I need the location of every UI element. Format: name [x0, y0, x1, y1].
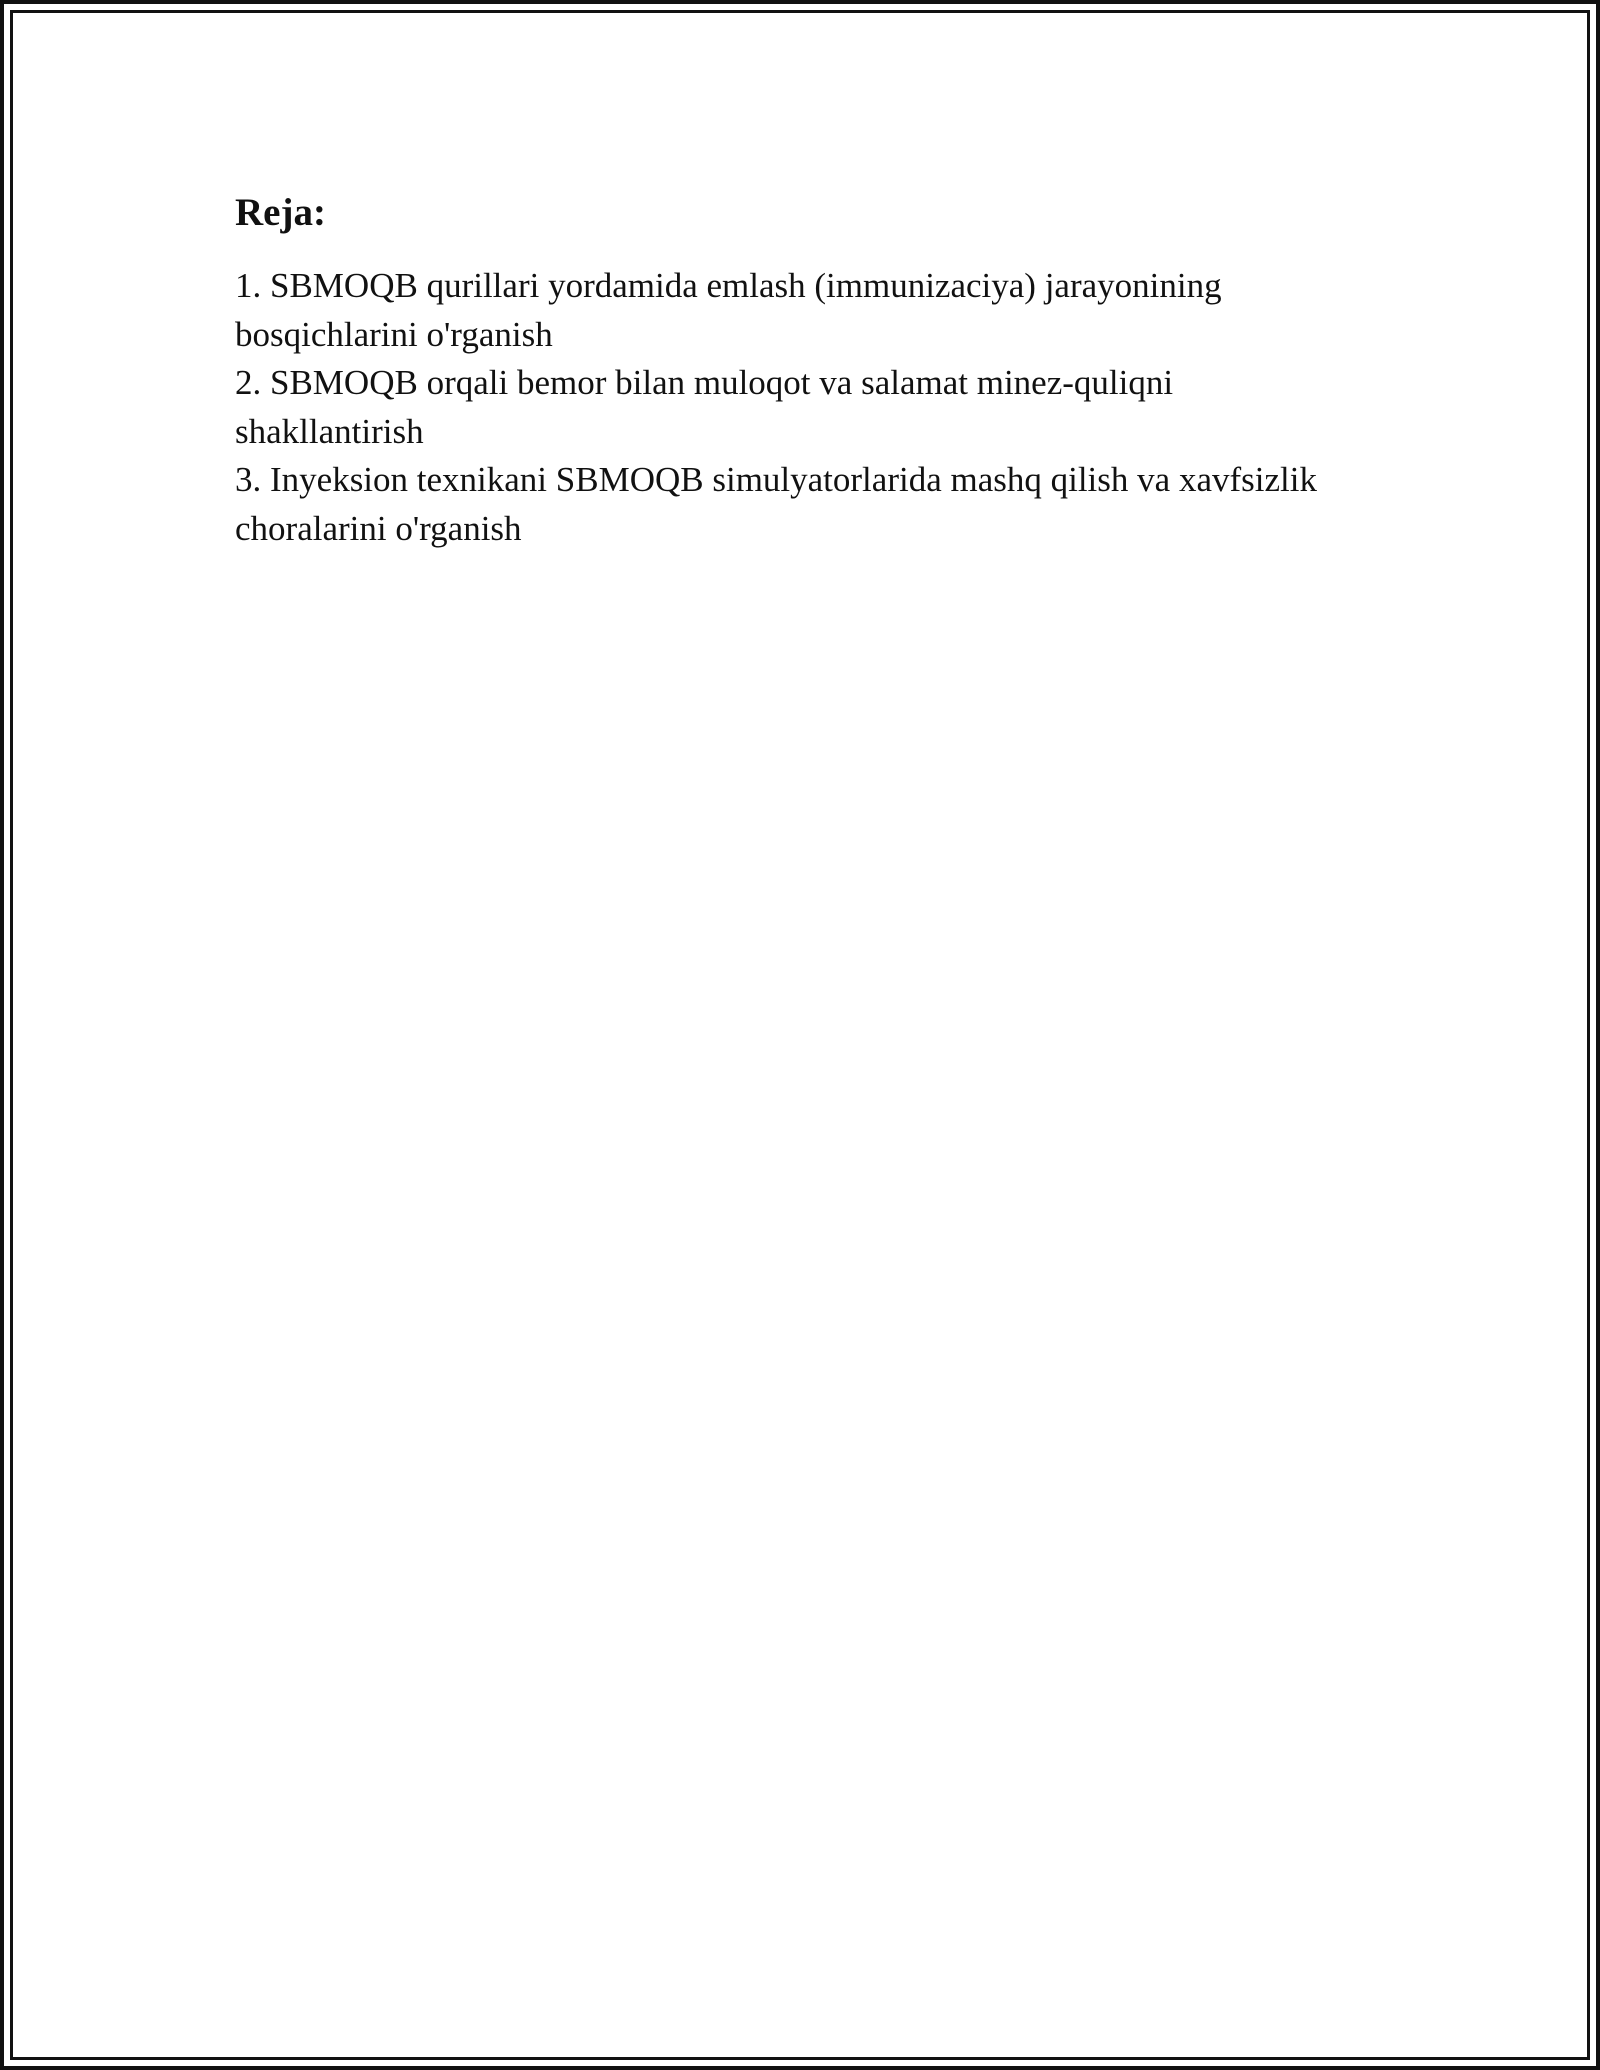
plan-item-3: 3. Inyeksion texnikani SBMOQB simulyatorlarida mashq qilish va xavfsizlik choralarini o'rganish [235, 460, 1317, 548]
plan-list [235, 262, 1365, 553]
plan-item-1: 1. SBMOQB qurillari yordamida emlash (immunizaciya) jarayonining bosqichlarini o'rganish [235, 266, 1222, 354]
plan-title: Reja: [235, 191, 326, 234]
page-content [235, 186, 1365, 553]
plan-item-2: 2. SBMOQB orqali bemor bilan muloqot va salamat minez-quliqni shakllantirish [235, 363, 1174, 451]
